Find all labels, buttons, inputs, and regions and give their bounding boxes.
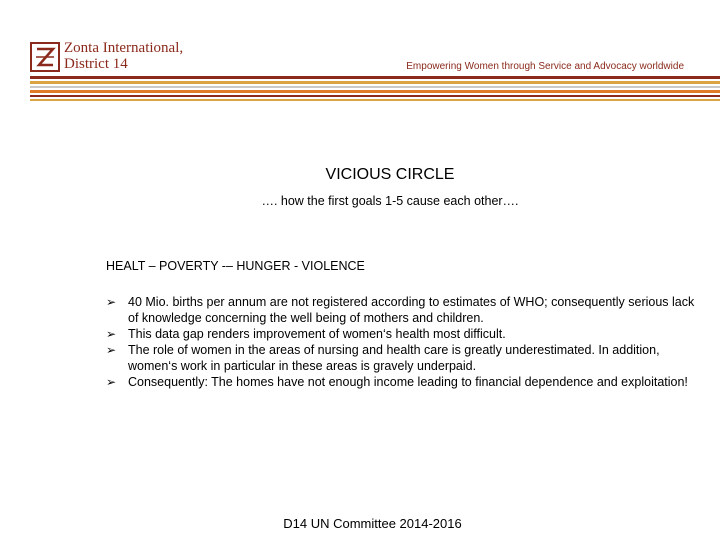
org-district: District 14 bbox=[64, 56, 128, 72]
org-name: Zonta International, bbox=[64, 40, 184, 56]
slide-title: VICIOUS CIRCLE bbox=[325, 166, 455, 183]
header-stripes bbox=[30, 76, 720, 101]
tagline: Empowering Women through Service and Advocacy worldwide bbox=[406, 61, 684, 72]
bullet-text: This data gap renders improvement of women‘s health most difficult. bbox=[128, 327, 506, 341]
bullet-text: The role of women in the areas of nursing and health care is greatly underestimated. In addition, women‘s work in particular in these areas is gravely underpaid. bbox=[128, 343, 660, 373]
list-item bbox=[106, 326, 696, 342]
arrow-bullet-icon: ➢ bbox=[106, 343, 117, 357]
bullet-list bbox=[106, 294, 696, 390]
list-item bbox=[106, 294, 696, 326]
section-heading: HEALT – POVERTY -– HUNGER - VIOLENCE bbox=[106, 259, 365, 273]
zonta-logo-icon bbox=[30, 42, 60, 72]
stripe bbox=[30, 95, 720, 97]
stripe bbox=[30, 81, 720, 84]
list-item bbox=[106, 374, 696, 390]
slide-header bbox=[0, 0, 720, 100]
stripe bbox=[30, 90, 720, 93]
bullet-text: Consequently: The homes have not enough income leading to financial dependence and exploitation! bbox=[128, 375, 688, 389]
slide-footer: D14 UN Committee 2014-2016 bbox=[283, 516, 462, 531]
arrow-bullet-icon: ➢ bbox=[106, 295, 117, 309]
stripe bbox=[30, 76, 720, 79]
list-item bbox=[106, 342, 696, 374]
slide-subtitle: …. how the first goals 1-5 cause each other…. bbox=[261, 194, 519, 208]
arrow-bullet-icon: ➢ bbox=[106, 375, 117, 389]
stripe bbox=[30, 99, 720, 101]
bullet-text: 40 Mio. births per annum are not registered according to estimates of WHO; consequently serious lack of knowledge concerning the well being of mothers and children. bbox=[128, 295, 695, 325]
arrow-bullet-icon: ➢ bbox=[106, 327, 117, 341]
stripe bbox=[30, 86, 720, 88]
